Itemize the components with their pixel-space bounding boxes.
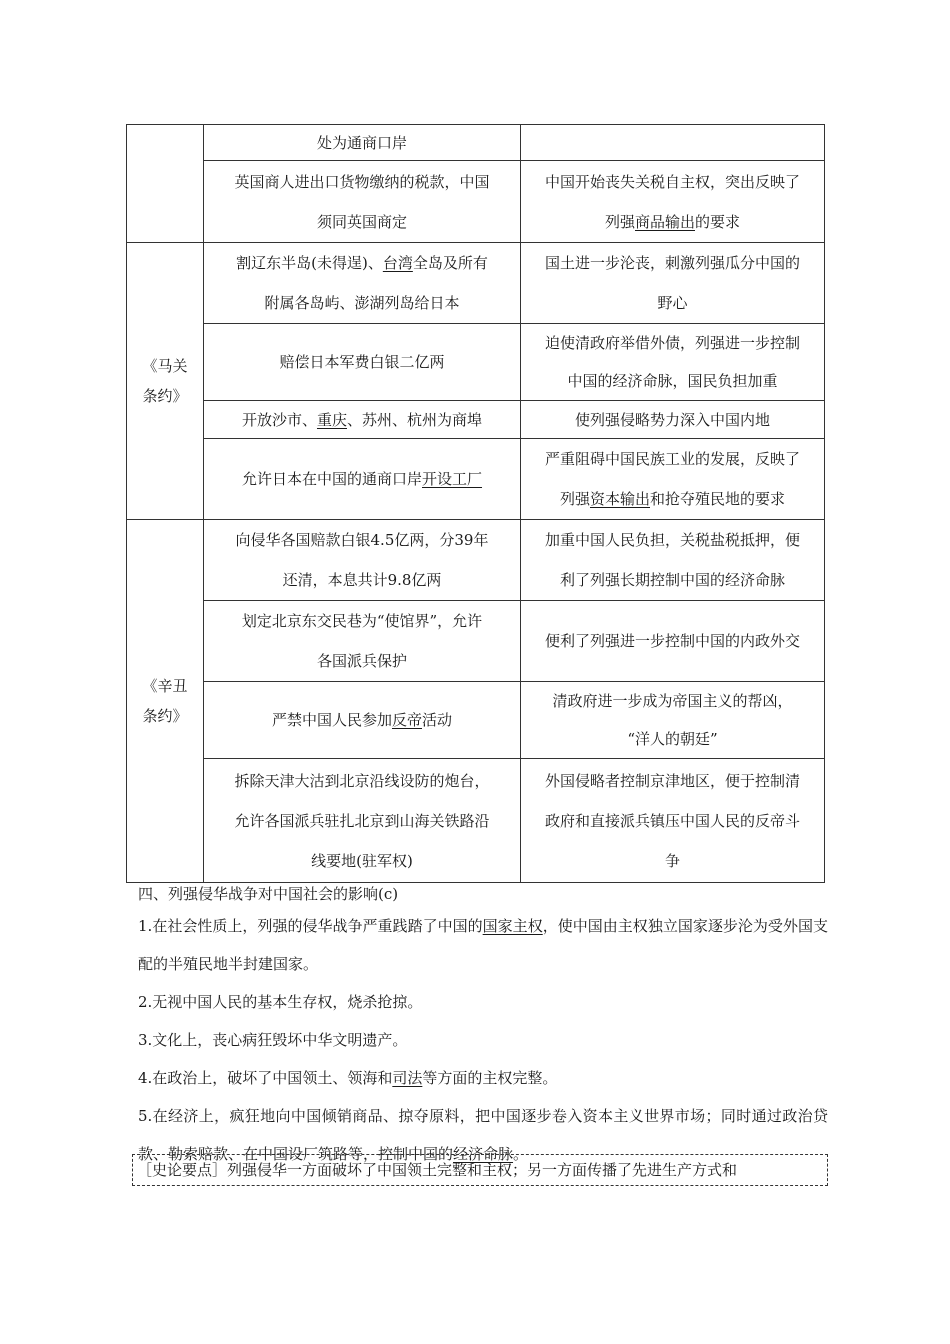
impact-cell [521, 161, 825, 243]
clause-text: 拆除天津大沽到北京沿线设防的炮台， [234, 771, 490, 790]
treaty-name-line: 条约》 [142, 387, 188, 405]
treaty-name-cell [127, 125, 204, 243]
impact-text: 清政府进一步成为帝国主义的帮凶， [552, 692, 793, 710]
impact-text: 的要求 [695, 212, 741, 231]
underlined-term: 台湾 [382, 254, 413, 272]
impact-text: 列强 [559, 490, 590, 508]
clause-cell [204, 439, 521, 520]
underlined-term: 资本输出 [589, 490, 650, 508]
impact-cell [521, 759, 825, 883]
impact-text: 严重阻碍中国民族工业的发展，反映了 [544, 450, 800, 468]
treaty-table [126, 124, 825, 883]
clause-cell [204, 161, 521, 243]
underlined-term: 司法 [392, 1069, 423, 1087]
clause-text: 允许各国派兵驻扎北京到山海关铁路沿 [234, 811, 490, 830]
impact-text: 和抢夺殖民地的要求 [650, 490, 786, 508]
clause-cell [204, 243, 521, 324]
impact-text: 政府和直接派兵镇压中国人民的反帝斗 [544, 811, 800, 830]
paragraph-4 [138, 1059, 828, 1097]
impact-text: 外国侵略者控制京津地区，便于控制清 [544, 771, 800, 790]
clause-cell [204, 759, 521, 883]
clause-text: 附属各岛屿、澎湖列岛给日本 [264, 294, 460, 312]
clause-text: 赔偿日本军费白银二亿两 [279, 353, 445, 371]
clause-text: 、苏州、杭州为商埠 [347, 410, 483, 429]
impact-text: 中国的经济命脉，国民负担加重 [567, 372, 778, 390]
clause-text: 须同英国商定 [316, 212, 407, 231]
impact-cell [521, 324, 825, 401]
paragraph-text: 等方面的主权完整。 [422, 1069, 558, 1087]
clause-text: 开放沙市、 [241, 410, 317, 429]
clause-cell [204, 682, 521, 759]
impact-text: 使列强侵略势力深入中国内地 [574, 410, 770, 429]
impact-cell [521, 682, 825, 759]
paragraph-text: 5.在经济上，疯狂地向中国倾销商品、掠夺原料，把中国逐步卷入资本主义世界市场；同时通过政治贷款、勒索赔款、在中国设厂筑路等，控制中国的 [138, 1107, 828, 1163]
impact-text: “洋人的朝廷” [627, 730, 718, 748]
table-row [127, 324, 825, 401]
treaty-name-maguan [127, 243, 204, 520]
impact-cell [521, 520, 825, 601]
underlined-term: 开设工厂 [422, 470, 483, 488]
key-point-text: ［史论要点］列强侵华一方面破坏了中国领土完整和主权；另一方面传播了先进生产方式和 [137, 1161, 738, 1179]
paragraph-1 [138, 907, 828, 983]
underlined-term: 商品输出 [634, 212, 695, 231]
treaty-name-line: 《马关 [142, 357, 188, 375]
table-row [127, 161, 825, 243]
section-four [138, 881, 828, 1173]
clause-text: 各国派兵保护 [316, 652, 407, 670]
clause-text: 严禁中国人民参加 [271, 711, 392, 729]
clause-cell [204, 401, 521, 439]
impact-text: 野心 [657, 294, 688, 312]
treaty-name-xinchou [127, 520, 204, 883]
treaty-name-line: 条约》 [142, 707, 188, 725]
paragraph-2: 2.无视中国人民的基本生存权，烧杀抢掠。 [138, 993, 423, 1011]
paragraph-text: 。 [513, 1145, 529, 1163]
clause-text: 还清，本息共计9.8亿两 [282, 571, 442, 589]
impact-cell [521, 125, 825, 161]
impact-text: 国土进一步沦丧，刺激列强瓜分中国的 [544, 254, 800, 272]
underlined-term: 国家主权 [482, 917, 543, 935]
impact-cell [521, 601, 825, 682]
clause-cell [204, 125, 521, 161]
table-row [127, 439, 825, 520]
clause-text: 允许日本在中国的通商口岸 [241, 470, 422, 488]
impact-text: 迫使清政府举借外债，列强进一步控制 [544, 334, 800, 352]
clause-text: 向侵华各国赔款白银4.5亿两，分39年 [235, 531, 489, 549]
impact-cell [521, 243, 825, 324]
underlined-term: 重庆 [316, 410, 347, 429]
clause-text: 处为通商口岸 [316, 133, 407, 152]
key-point-box [132, 1154, 828, 1186]
treaty-name-line: 《辛丑 [142, 677, 188, 695]
paragraph-text: ，使中国由主权独立国家逐步沦为受外国支配的半殖民地半封建国家。 [138, 917, 828, 973]
paragraph-text: 4.在政治上，破坏了中国领土、领海和 [138, 1069, 393, 1087]
clause-text: 线要地(驻军权) [311, 851, 413, 870]
section-heading: 四、列强侵华战争对中国社会的影响(c) [138, 885, 399, 903]
underlined-term: 经济命脉 [453, 1145, 514, 1163]
clause-text: 割辽东半岛(未得逞)、 [236, 254, 383, 272]
impact-text: 中国开始丧失关税自主权，突出反映了 [544, 172, 800, 191]
clause-text: 英国商人进出口货物缴纳的税款，中国 [234, 172, 490, 191]
clause-cell [204, 601, 521, 682]
impact-text: 列强 [604, 212, 635, 231]
table-row [127, 520, 825, 601]
impact-cell [521, 401, 825, 439]
clause-text: 全岛及所有 [412, 254, 488, 272]
impact-text: 争 [664, 851, 680, 870]
paragraph-3: 3.文化上，丧心病狂毁坏中华文明遗产。 [138, 1031, 408, 1049]
clause-cell [204, 324, 521, 401]
clause-cell [204, 520, 521, 601]
table-row [127, 682, 825, 759]
impact-text: 利了列强长期控制中国的经济命脉 [559, 571, 785, 589]
underlined-term: 反帝 [391, 711, 422, 729]
impact-text: 便利了列强进一步控制中国的内政外交 [544, 632, 800, 650]
table-row [127, 401, 825, 439]
table-row [127, 601, 825, 682]
table-row [127, 243, 825, 324]
table-row [127, 125, 825, 161]
paragraph-text: 1.在社会性质上，列强的侵华战争严重践踏了中国的 [138, 917, 483, 935]
clause-text: 划定北京东交民巷为“使馆界”，允许 [241, 612, 483, 630]
impact-cell [521, 439, 825, 520]
impact-text: 加重中国人民负担，关税盐税抵押，便 [544, 531, 800, 549]
table-row [127, 759, 825, 883]
clause-text: 活动 [422, 711, 453, 729]
